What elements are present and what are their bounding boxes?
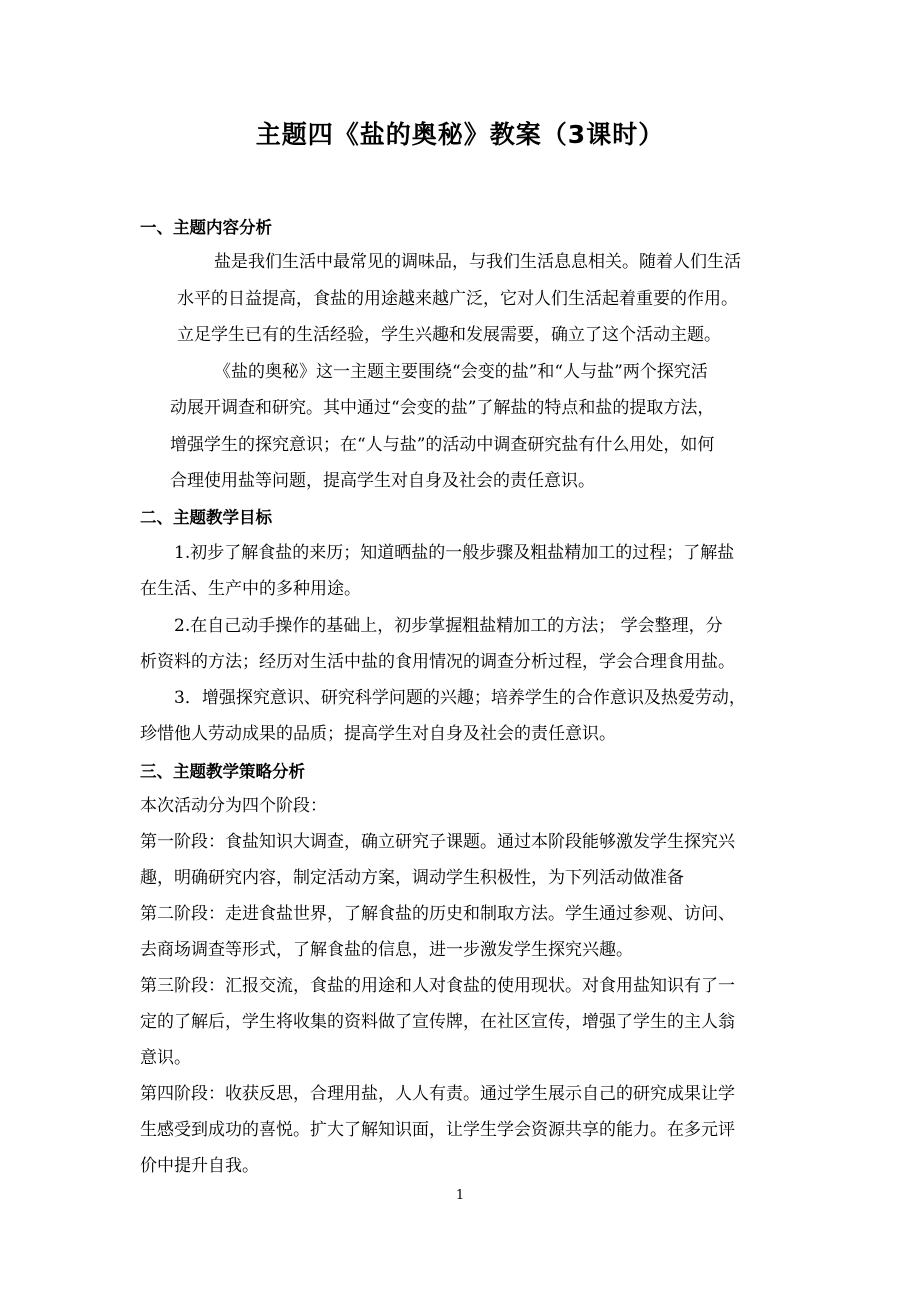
paragraph-line: 动展开调查和研究。其中通过“会变的盐”了解盐的特点和盐的提取方法，	[170, 398, 715, 418]
section-heading-strategy-analysis: 三、主题教学策略分析	[140, 762, 305, 781]
paragraph-line: 合理使用盐等问题，提高学生对自身及社会的责任意识。	[170, 471, 595, 491]
section-heading-teaching-goals: 二、主题教学目标	[140, 508, 272, 527]
paragraph-line: 第二阶段：走进食盐世界，了解食盐的历史和制取方法。学生通过参观、访问、	[140, 904, 735, 924]
paragraph-line: 水平的日益提高，食盐的用途越来越广泛，它对人们生活起着重要的作用。	[177, 289, 738, 309]
paragraph-line: 定的了解后，学生将收集的资料做了宣传牌，在社区宣传，增强了学生的主人翁	[140, 1012, 735, 1032]
document-title: 主题四《盐的奥秘》教案（3课时）	[255, 120, 665, 149]
paragraph-line: 立足学生已有的生活经验，学生兴趣和发展需要，确立了这个活动主题。	[177, 325, 721, 345]
paragraph-line: 珍惜他人劳动成果的品质；提高学生对自身及社会的责任意识。	[140, 724, 616, 744]
paragraph-line: 去商场调查等形式，了解食盐的信息，进一步激发学生探究兴趣。	[140, 940, 633, 960]
paragraph-line: 增强学生的探究意识；在“人与盐”的活动中调查研究盐有什么用处，如何	[170, 435, 715, 455]
paragraph-line: 第四阶段：收获反思，合理用盐，人人有责。通过学生展示自己的研究成果让学	[140, 1084, 735, 1104]
paragraph-line: 2.在自己动手操作的基础上，初步掌握粗盐精加工的方法； 学会整理，分	[174, 616, 723, 636]
paragraph-line: 趣，明确研究内容，制定活动方案，调动学生积极性，为下列活动做准备	[140, 868, 684, 888]
paragraph-line: 析资料的方法；经历对生活中盐的食用情况的调查分析过程，学会合理食用盐。	[140, 652, 735, 672]
paragraph-line: 3．增强探究意识、研究科学问题的兴趣；培养学生的合作意识及热爱劳动，	[174, 688, 746, 708]
paragraph-line: 价中提升自我。	[140, 1156, 259, 1176]
paragraph-line: 《盐的奥秘》这一主题主要围绕“会变的盐”和“人与盐”两个探究活	[214, 362, 708, 382]
paragraph-line: 本次活动分为四个阶段：	[140, 796, 327, 816]
page-number: 1	[455, 1188, 465, 1203]
section-heading-content-analysis: 一、主题内容分析	[140, 218, 272, 237]
paragraph-line: 第三阶段：汇报交流，食盐的用途和人对食盐的使用现状。对食用盐知识有了一	[140, 976, 735, 996]
paragraph-line: 1.初步了解食盐的来历；知道晒盐的一般步骤及粗盐精加工的过程；了解盐	[174, 543, 735, 563]
paragraph-line: 在生活、生产中的多种用途。	[140, 579, 361, 599]
paragraph-line: 盐是我们生活中最常见的调味品，与我们生活息息相关。随着人们生活	[214, 252, 741, 272]
paragraph-line: 意识。	[140, 1048, 191, 1068]
paragraph-line: 第一阶段：食盐知识大调查，确立研究子课题。通过本阶段能够激发学生探究兴	[140, 832, 735, 852]
paragraph-line: 生感受到成功的喜悦。扩大了解知识面，让学生学会资源共享的能力。在多元评	[140, 1120, 735, 1140]
